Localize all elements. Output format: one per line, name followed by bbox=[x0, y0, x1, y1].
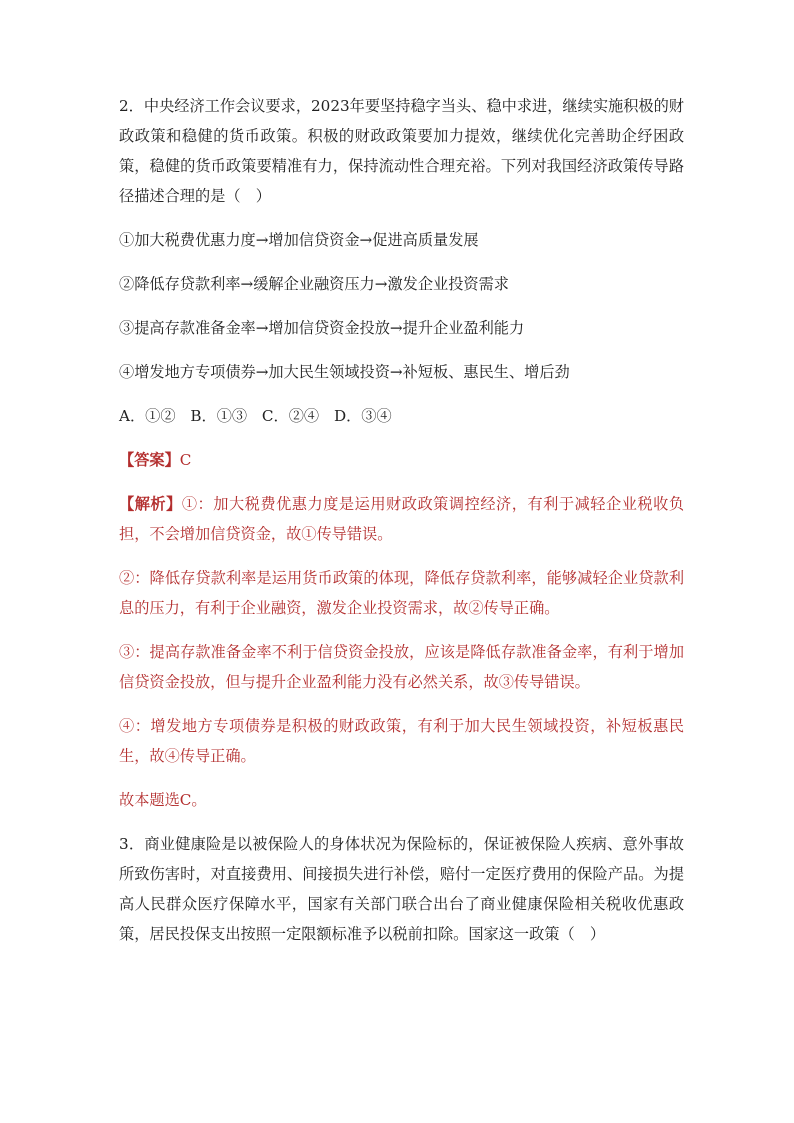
choice-d: D．③④ bbox=[333, 407, 392, 425]
analysis-tag: 【解析】 bbox=[119, 495, 182, 513]
conclusion: 故本题选C。 bbox=[119, 791, 207, 809]
analysis-2: ②：降低存贷款利率是运用货币政策的体现，降低存贷款利率，能够减轻企业贷款利息的压力，有利于企业融资，激发企业投资需求，故②传导正确。 bbox=[119, 569, 684, 617]
answer-tag: 【答案】 bbox=[119, 451, 180, 469]
option-3: ③提高存款准备金率→增加信贷资金投放→提升企业盈利能力 bbox=[119, 319, 525, 337]
answer-value: C bbox=[179, 451, 192, 469]
question-3-stem: 3．商业健康险是以被保险人的身体状况为保险标的，保证被保险人疾病、意外事故所致伤害时，对直接费用、间接损失进行补偿，赔付一定医疗费用的保险产品。为提高人民群众医疗保障水平，国家有关部门联合出台了商业健康保险相关税收优惠政策，居民投保支出按照一定限额标准予以税前扣除。国家这一政策（ ） bbox=[119, 835, 684, 943]
choice-b: B．①③ bbox=[190, 407, 248, 425]
answer-choices bbox=[119, 401, 684, 431]
analysis-3: ③：提高存款准备金率不利于信贷资金投放，应该是降低存款准备金率，有利于增加信贷资金投放，但与提升企业盈利能力没有必然关系，故③传导错误。 bbox=[119, 643, 684, 691]
question-2-stem: 2．中央经济工作会议要求，2023年要坚持稳字当头、稳中求进，继续实施积极的财政政策和稳健的货币政策。积极的财政政策要加力提效，继续优化完善助企纾困政策，稳健的货币政策要精准有力，保持流动性合理充裕。下列对我国经济政策传导路径描述合理的是（ ） bbox=[119, 97, 684, 205]
choice-a: A．①② bbox=[119, 407, 176, 425]
analysis-text-1: ①：加大税费优惠力度是运用财政政策调控经济，有利于减轻企业税收负担，不会增加信贷资金，故①传导错误。 bbox=[119, 495, 685, 543]
option-2: ②降低存贷款利率→缓解企业融资压力→激发企业投资需求 bbox=[119, 275, 509, 293]
option-1: ①加大税费优惠力度→增加信贷资金→促进高质量发展 bbox=[119, 231, 479, 249]
analysis-1 bbox=[119, 489, 684, 549]
analysis-4: ④：增发地方专项债券是积极的财政政策，有利于加大民生领域投资，补短板惠民生，故④传导正确。 bbox=[119, 717, 684, 765]
choice-c: C．②④ bbox=[261, 407, 320, 425]
answer-line bbox=[119, 445, 684, 475]
option-4: ④增发地方专项债券→加大民生领域投资→补短板、惠民生、增后劲 bbox=[119, 363, 570, 381]
